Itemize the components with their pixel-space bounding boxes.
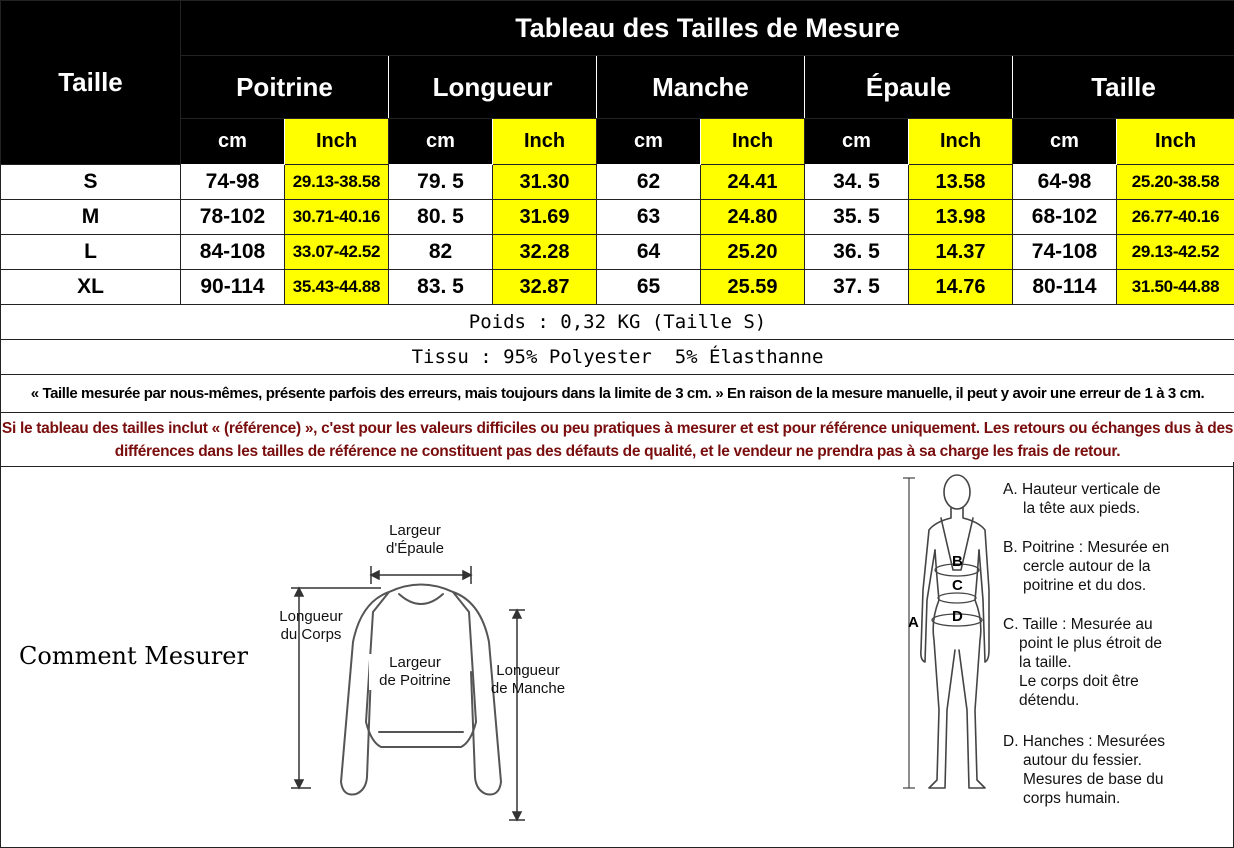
group-header-length: Longueur — [389, 56, 597, 119]
cell-cm: 64 — [597, 235, 701, 270]
unit-inch: Inch — [1117, 119, 1234, 165]
group-header-chest: Poitrine — [181, 56, 389, 119]
size-column-header: Taille — [1, 1, 181, 165]
cell-inch: 25.20-38.58 — [1117, 165, 1234, 200]
note-waist: C. Taille : Mesurée au point le plus étroit de la taille. Le corps doit être détendu. — [1003, 616, 1163, 709]
cell-inch: 26.77-40.16 — [1117, 200, 1234, 235]
weight-info: Poids : 0,32 KG (Taille S) — [1, 305, 1234, 340]
size-label: S — [1, 165, 181, 200]
unit-cm: cm — [805, 119, 909, 165]
cell-cm: 74-108 — [1013, 235, 1117, 270]
size-label: M — [1, 200, 181, 235]
table-row — [1, 270, 1234, 305]
cell-cm: 65 — [597, 270, 701, 305]
unit-inch: Inch — [493, 119, 597, 165]
cell-inch: 24.80 — [701, 200, 805, 235]
group-header-waist: Taille — [1013, 56, 1234, 119]
cell-inch: 33.07-42.52 — [285, 235, 389, 270]
group-header-shoulder: Épaule — [805, 56, 1013, 119]
note-height: A. Hauteur verticale de la tête aux pieds. — [1003, 481, 1161, 517]
sleeve-length-label: Longueur de Manche — [490, 662, 566, 697]
cell-inch: 25.20 — [701, 235, 805, 270]
note-chest: B. Poitrine : Mesurée en cercle autour de la poitrine et du dos. — [1003, 539, 1170, 594]
cell-cm: 64-98 — [1013, 165, 1117, 200]
unit-inch: Inch — [285, 119, 389, 165]
unit-cm: cm — [389, 119, 493, 165]
cell-cm: 90-114 — [181, 270, 285, 305]
body-figure-diagram — [901, 470, 991, 800]
cell-cm: 80-114 — [1013, 270, 1117, 305]
reference-disclaimer: Si le tableau des tailles inclut « (référence) », c'est pour les valeurs difficiles ou peu pratiques à mesurer et est pour référence uniquement. Les retours ou échanges dus à des différences dans les tailles de référence ne constituent pas des défauts de qualité, et le vendeur ne prendra pas à sa charge les frais de retour. — [1, 413, 1234, 467]
unit-inch: Inch — [701, 119, 805, 165]
cell-cm: 34. 5 — [805, 165, 909, 200]
cell-cm: 78-102 — [181, 200, 285, 235]
table-row — [1, 200, 1234, 235]
cell-inch: 31.30 — [493, 165, 597, 200]
cell-cm: 68-102 — [1013, 200, 1117, 235]
fabric-info: Tissu : 95% Polyester 5% Élasthanne — [1, 340, 1234, 375]
cell-inch: 31.69 — [493, 200, 597, 235]
cell-cm: 63 — [597, 200, 701, 235]
figure-letter-d: D — [952, 608, 963, 625]
cell-inch: 29.13-38.58 — [285, 165, 389, 200]
cell-cm: 36. 5 — [805, 235, 909, 270]
cell-inch: 13.98 — [909, 200, 1013, 235]
group-header-sleeve: Manche — [597, 56, 805, 119]
table-title: Tableau des Tailles de Mesure — [181, 1, 1234, 56]
cell-inch: 32.28 — [493, 235, 597, 270]
cell-inch: 25.59 — [701, 270, 805, 305]
unit-cm: cm — [181, 119, 285, 165]
shoulder-width-label: Largeur d'Épaule — [386, 522, 444, 557]
figure-letter-c: C — [952, 577, 963, 594]
cell-cm: 62 — [597, 165, 701, 200]
cell-cm: 84-108 — [181, 235, 285, 270]
cell-cm: 80. 5 — [389, 200, 493, 235]
cell-cm: 79. 5 — [389, 165, 493, 200]
cell-inch: 14.37 — [909, 235, 1013, 270]
cell-inch: 30.71-40.16 — [285, 200, 389, 235]
unit-cm: cm — [1013, 119, 1117, 165]
unit-inch: Inch — [909, 119, 1013, 165]
cell-cm: 37. 5 — [805, 270, 909, 305]
cell-inch: 32.87 — [493, 270, 597, 305]
table-row — [1, 165, 1234, 200]
cell-inch: 29.13-42.52 — [1117, 235, 1234, 270]
cell-inch: 31.50-44.88 — [1117, 270, 1234, 305]
unit-cm: cm — [597, 119, 701, 165]
measurement-notice: « Taille mesurée par nous-mêmes, présente parfois des erreurs, mais toujours dans la limite de 3 cm. » En raison de la mesure manuelle, il peut y avoir une erreur de 1 à 3 cm. — [1, 375, 1234, 413]
how-to-measure-section — [0, 462, 1234, 848]
figure-letter-a: A — [908, 614, 919, 631]
cell-inch: 35.43-44.88 — [285, 270, 389, 305]
figure-letter-b: B — [952, 553, 963, 570]
table-row — [1, 235, 1234, 270]
how-to-measure-label: Comment Mesurer — [19, 642, 248, 670]
body-length-label: Longueur du Corps — [279, 608, 343, 643]
cell-cm: 74-98 — [181, 165, 285, 200]
cell-inch: 24.41 — [701, 165, 805, 200]
note-hips: D. Hanches : Mesurées autour du fessier. Mesures de base du corps humain. — [1003, 733, 1165, 807]
cell-cm: 83. 5 — [389, 270, 493, 305]
size-label: XL — [1, 270, 181, 305]
cell-inch: 13.58 — [909, 165, 1013, 200]
chest-width-label: Largeur de Poitrine — [369, 654, 461, 690]
size-label: L — [1, 235, 181, 270]
cell-cm: 82 — [389, 235, 493, 270]
cell-cm: 35. 5 — [805, 200, 909, 235]
cell-inch: 14.76 — [909, 270, 1013, 305]
